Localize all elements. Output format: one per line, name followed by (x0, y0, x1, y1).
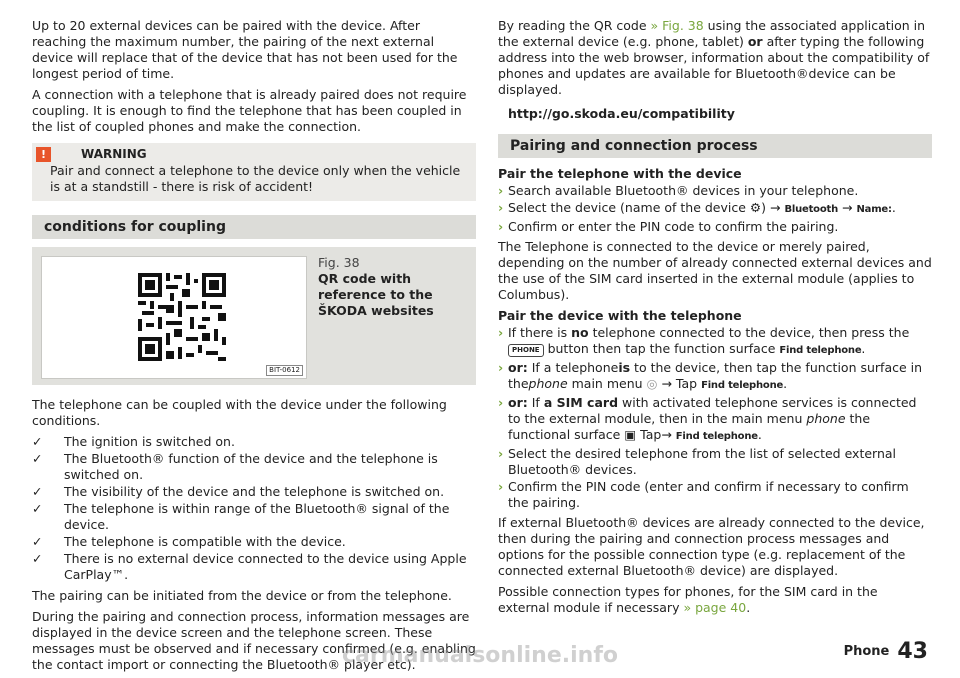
text-span: By reading the QR code (498, 18, 647, 33)
list-item-text: There is no external device connected to the device using Apple CarPlay™. (64, 551, 467, 582)
step: › Select the device (name of the device ⚙) → Bluetooth → Name:. (498, 200, 896, 215)
left-column (32, 18, 476, 678)
paragraph-external: If external Bluetooth® devices are already connected to the device, then during the pairing and connection process messages and options for the possible connection type (e.g. replacement of the connected external Bluetooth® device) are displayed. (498, 515, 925, 578)
menu-find-telephone: Find telephone (779, 345, 862, 356)
step: › or: If a telephoneis to the device, then tap the function surface in thephone main menu ◎ → Tap Find telephone. (498, 360, 923, 391)
warning-text: Pair and connect a telephone to the device only when the vehicle is at a standstill - there is risk of accident! (50, 163, 461, 194)
text-bold: or: (508, 360, 528, 375)
figure-caption (318, 255, 478, 319)
step-text: Tap (640, 427, 662, 442)
step (498, 219, 932, 235)
menu-find-telephone: Find telephone (701, 380, 784, 391)
step-text: the functional surface (508, 411, 871, 442)
step-text: If (531, 395, 540, 410)
step: › or: If a SIM card with activated telephone services is connected to the external module, then in the main menu phone the functional surface ▣ Tap→ Find telephone. (498, 395, 917, 442)
list-item-text: The Bluetooth® function of the device and the telephone is switched on. (64, 451, 438, 482)
check-icon: ✓ (32, 484, 43, 499)
step-text: button then tap the function surface (547, 341, 776, 356)
section-heading-pairing: Pairing and connection process (498, 134, 932, 158)
arrow-text: → (661, 427, 672, 442)
section-heading-conditions: conditions for coupling (32, 215, 476, 239)
step-text: main menu (571, 376, 643, 391)
footer-chapter-title: Phone (843, 644, 890, 659)
phone-button-icon: PHONE (508, 344, 544, 357)
warning-header (32, 143, 476, 163)
qr-code-image (41, 256, 307, 379)
list-item (32, 451, 476, 483)
text-bold: is (618, 360, 631, 375)
arrow-text: → (661, 376, 672, 391)
step-text: Select the desired telephone from the list of selected external Bluetooth® devices. (508, 446, 897, 477)
list-item-text: The telephone is within range of the Bluetooth® signal of the device. (64, 501, 450, 532)
step-arrow-icon: › (498, 479, 504, 494)
step-arrow-icon: › (498, 395, 504, 410)
figure-number: Fig. 38 (318, 255, 360, 270)
sim-card-icon: ▣ (624, 427, 637, 442)
step: › If there is no telephone connected to the device, then press the PHONE button then tap the function surface Find telephone. (498, 325, 910, 356)
step-arrow-icon: › (498, 183, 504, 198)
step-arrow-icon: › (498, 219, 504, 234)
step-text: Select the device (name of the device (508, 200, 746, 215)
step-text: Confirm or enter the PIN code to confirm the pairing. (508, 219, 839, 234)
list-item (32, 434, 476, 450)
right-column (498, 18, 932, 621)
check-icon: ✓ (32, 451, 43, 466)
menu-name: Name: (856, 204, 892, 215)
list-item (32, 551, 476, 583)
paragraph-device-limit: Up to 20 external devices can be paired with the device. After reaching the maximum number, the pairing of the next external device will replace that of the device that has not been used for the longest period of time. (32, 18, 458, 81)
check-icon: ✓ (32, 501, 43, 516)
paragraph-already-paired: A connection with a telephone that is already paired does not require coupling. It is enough to find the telephone that has been coupled in the list of coupled phones and make the connection. (32, 87, 467, 134)
step-text: to the device, then tap the function surface in the (508, 360, 923, 391)
page-link[interactable]: » page 40 (683, 600, 747, 615)
text-bold: or (747, 34, 763, 49)
text-span: . (746, 600, 751, 615)
step-text: Tap (675, 376, 698, 391)
step-arrow-icon: › (498, 325, 504, 340)
menu-icon: ◎ (646, 376, 658, 391)
subheading-pair-telephone: Pair the telephone with the device (498, 166, 742, 181)
text-bold: or: (508, 395, 528, 410)
arrow-text: → (769, 200, 781, 215)
list-item (32, 501, 476, 533)
paragraph-initiation: The pairing can be initiated from the device or from the telephone. (32, 588, 452, 603)
figure-38 (32, 247, 476, 385)
step-text: If there is (508, 325, 568, 340)
menu-bluetooth: Bluetooth (784, 204, 839, 215)
warning-title: WARNING (81, 147, 147, 161)
step-text: Confirm the PIN code (enter and confirm if necessary to confirm the pairing. (508, 479, 909, 510)
paragraph-qr (498, 18, 932, 98)
step (498, 479, 932, 511)
text-bold: no (571, 325, 589, 340)
list-item (32, 484, 476, 500)
arrow-text: → (842, 200, 853, 215)
text-span: after typing the following address into the web browser, information about the compatibility of phones and updates are available for Bluetooth®device can be displayed. (498, 34, 930, 97)
paragraph-messages: During the pairing and connection process, information messages are displayed in the device screen and the telephone screen. These messages must be observed and if necessary confirmed (e.g. enabling the contact import or connecting the Bluetooth® player etc). (32, 609, 476, 672)
figure-link[interactable]: » Fig. 38 (650, 18, 704, 33)
page-number: 43 (897, 639, 928, 664)
step-arrow-icon: › (498, 200, 504, 215)
list-item (32, 534, 476, 550)
paragraph-possible-types (498, 584, 932, 616)
paragraph-connected: The Telephone is connected to the device or merely paired, depending on the number of already connected external devices and the use of the SIM card inserted in the external module (applies to Columbus). (498, 239, 932, 302)
text-italic: phone (528, 376, 568, 391)
check-icon: ✓ (32, 534, 43, 549)
conditions-list (32, 434, 476, 583)
step (498, 446, 932, 478)
compatibility-url[interactable]: http://go.skoda.eu/compatibility (508, 106, 735, 121)
subheading-pair-device: Pair the device with the telephone (498, 308, 742, 323)
text-span: using the associated application in the external device (e.g. phone, tablet) (498, 18, 926, 49)
figure-caption-text: QR code with reference to the ŠKODA websites (318, 271, 434, 318)
step-text: with activated telephone services is connected to the external module, then in the main menu (508, 395, 917, 426)
step-arrow-icon: › (498, 446, 504, 461)
step-text: telephone connected to the device, then press the (592, 325, 910, 340)
paragraph-conditions-intro: The telephone can be coupled with the device under the following conditions. (32, 397, 447, 428)
step-text: Search available Bluetooth® devices in your telephone. (508, 183, 859, 198)
text-bold: a SIM card (543, 395, 619, 410)
settings-icon: ⚙ (749, 200, 762, 215)
list-item-text: The visibility of the device and the telephone is switched on. (64, 484, 445, 499)
check-icon: ✓ (32, 434, 43, 449)
step-arrow-icon: › (498, 360, 504, 375)
qr-code-icon (42, 257, 306, 378)
page-footer (843, 639, 928, 664)
watermark: carmanualsonline.info (342, 643, 618, 668)
figure-code: BIT-0612 (266, 365, 303, 376)
step (498, 183, 932, 199)
list-item-text: The ignition is switched on. (64, 434, 235, 449)
menu-find-telephone: Find telephone (675, 431, 758, 442)
warning-box (32, 143, 476, 201)
text-span: Possible connection types for phones, for the SIM card in the external module if necessary (498, 584, 878, 615)
list-item-text: The telephone is compatible with the device. (64, 534, 346, 549)
step-text: If a telephone (531, 360, 619, 375)
check-icon: ✓ (32, 551, 43, 566)
warning-icon: ! (36, 147, 51, 162)
text-italic: phone (806, 411, 846, 426)
